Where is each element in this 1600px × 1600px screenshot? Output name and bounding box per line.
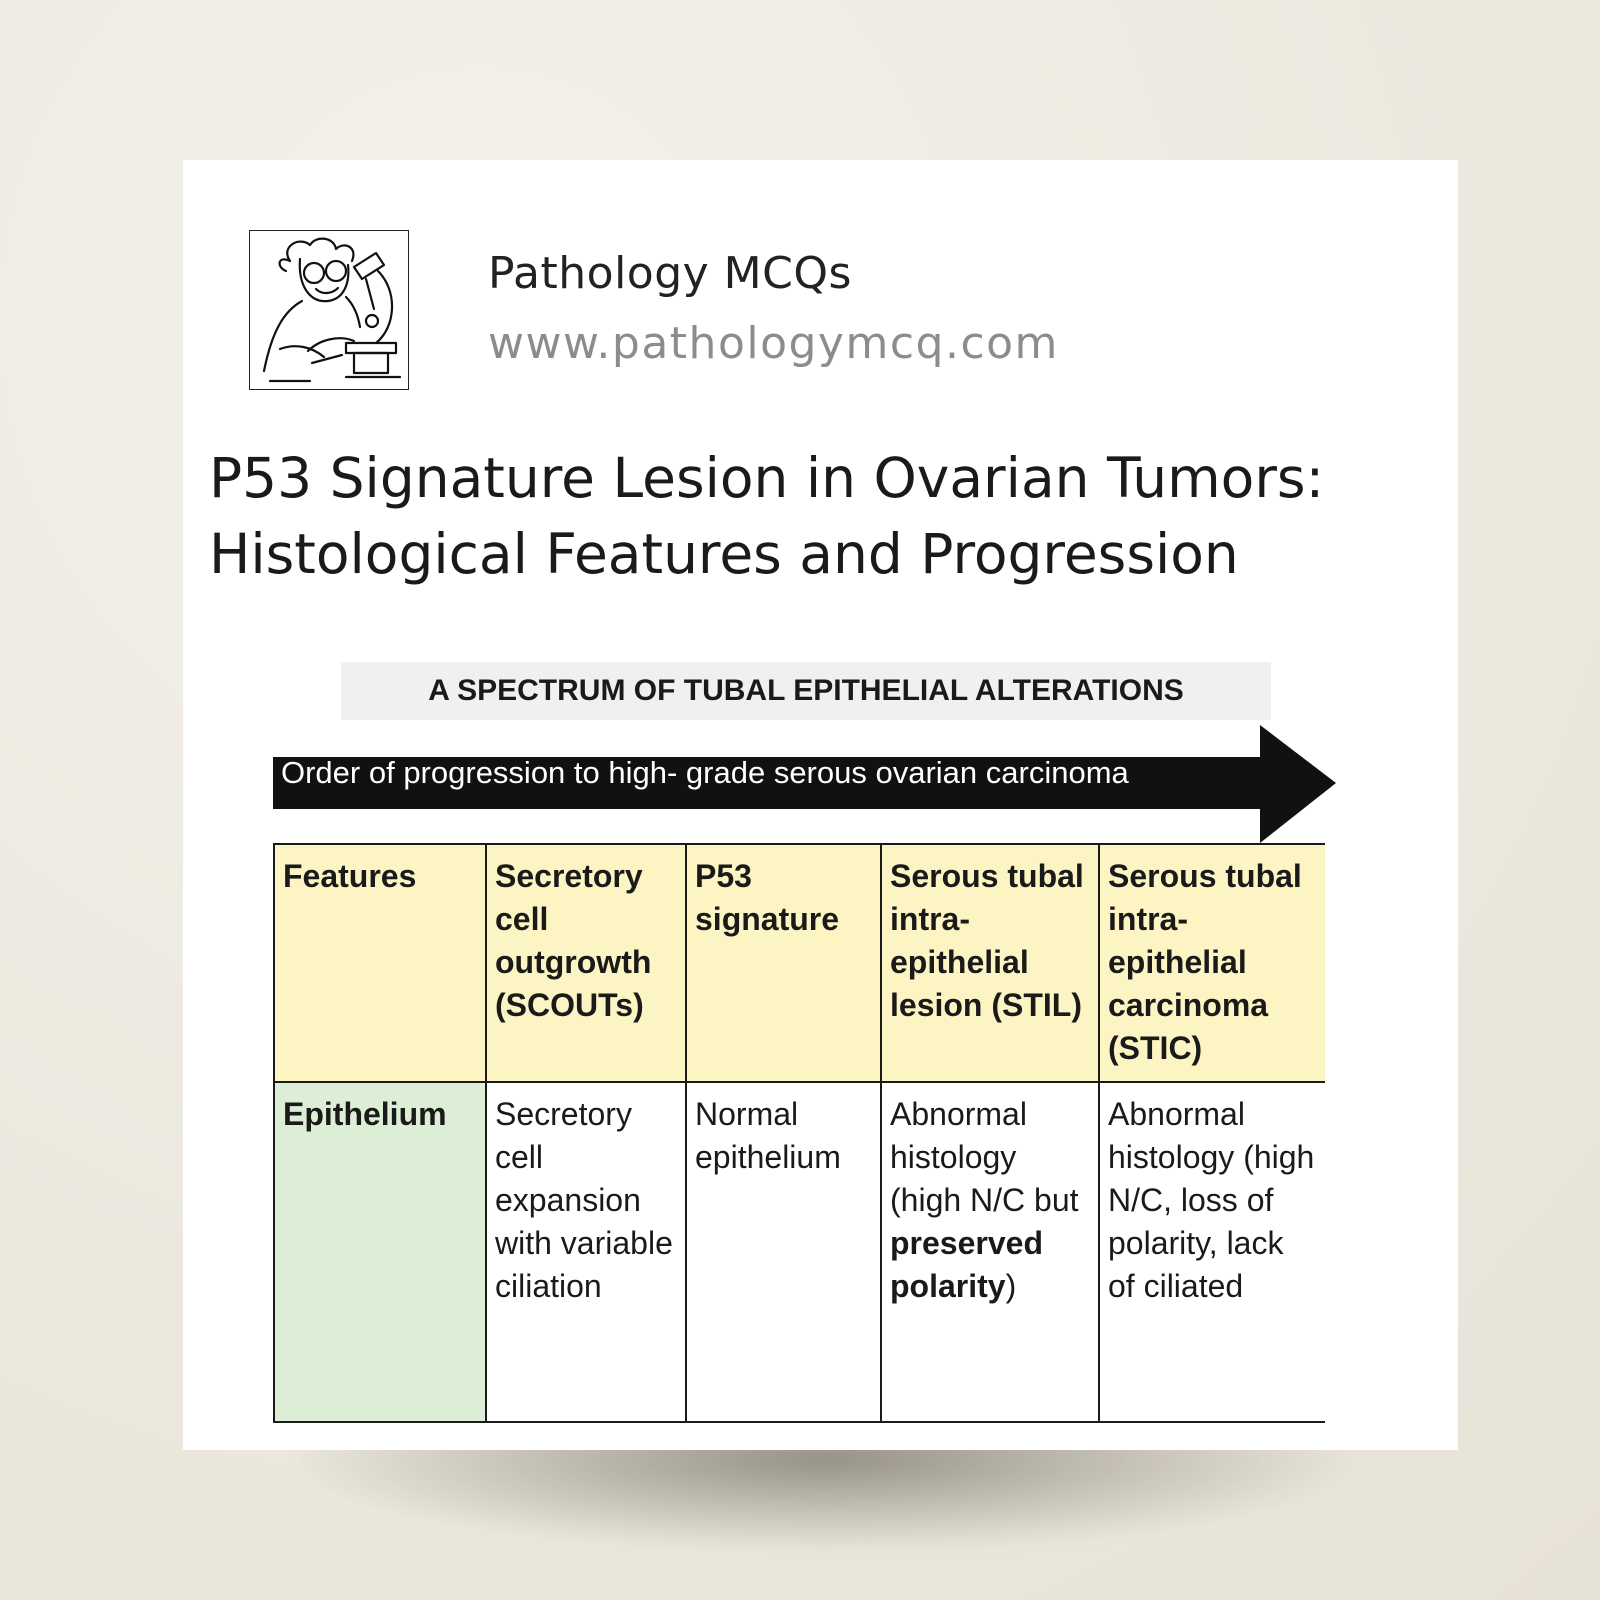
brand-url[interactable]: www.pathologymcq.com <box>488 318 1059 369</box>
cell-scouts-epithelium: Secretory cell expansion with variable ciliation <box>486 1082 686 1422</box>
stil-text-end: ) <box>1005 1268 1017 1304</box>
scientist-microscope-icon <box>249 230 409 390</box>
row-label-epithelium: Epithelium <box>274 1082 486 1422</box>
title-line-1: P53 Signature Lesion in Ovarian Tumors: <box>209 446 1325 510</box>
figure-heading-box <box>341 662 1271 720</box>
cell-stic-epithelium: Abnormal histology (high N/C, loss of polarity, lack of ciliated <box>1099 1082 1325 1422</box>
figure-heading: A SPECTRUM OF TUBAL EPITHELIAL ALTERATIONS <box>428 674 1184 707</box>
cell-stil-epithelium <box>881 1082 1099 1422</box>
header-p53-signature: P53 signature <box>686 844 881 1082</box>
features-table-container <box>273 843 1325 1506</box>
post-card <box>183 160 1458 1450</box>
header-features: Features <box>274 844 486 1082</box>
cell-p53-epithelium: Normal epithelium <box>686 1082 881 1422</box>
table-row <box>274 1082 1325 1422</box>
stil-text: Abnormal histology (high N/C but <box>890 1096 1079 1218</box>
header-stil: Serous tubal intra-epithelial lesion (STIL) <box>881 844 1099 1082</box>
stil-bold-text: preserved polarity <box>890 1225 1043 1304</box>
progression-arrow-label: Order of progression to high- grade serous ovarian carcinoma <box>281 755 1129 790</box>
table-header-row <box>274 844 1325 1082</box>
brand-name: Pathology MCQs <box>488 248 852 299</box>
header-stic: Serous tubal intra-epithelial carcinoma (STIC) <box>1099 844 1325 1082</box>
title-line-2: Histological Features and Progression <box>209 522 1239 586</box>
page-title <box>209 440 1449 592</box>
features-table <box>273 843 1325 1423</box>
header-scouts: Secretory cell outgrowth (SCOUTs) <box>486 844 686 1082</box>
